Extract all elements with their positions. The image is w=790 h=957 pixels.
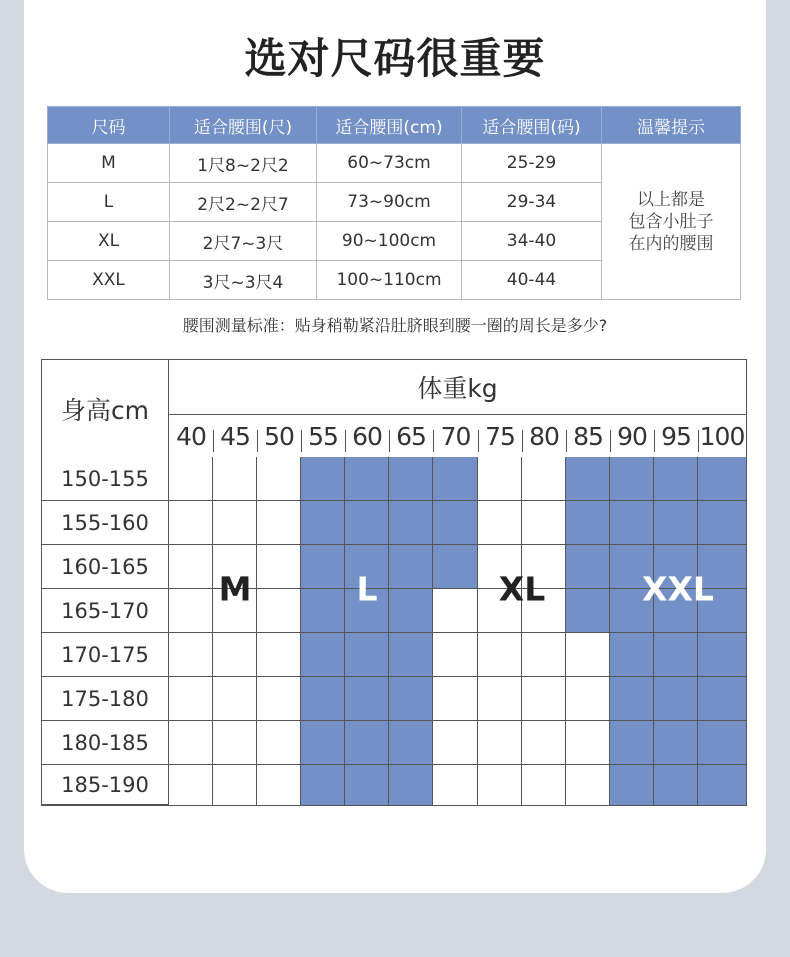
grid-cell <box>169 765 213 805</box>
grid-cell <box>654 633 698 677</box>
weight-separator <box>654 430 655 452</box>
grid-cell <box>169 545 213 589</box>
grid-cell <box>478 721 522 765</box>
grid-cell <box>301 501 345 545</box>
grid-cell <box>301 721 345 765</box>
grid-cell <box>257 545 301 589</box>
grid-cell <box>433 765 478 805</box>
weight-tick-label: 85 <box>573 421 603 451</box>
grid-cell <box>566 765 610 805</box>
grid-cell <box>213 677 257 721</box>
grid-cell <box>389 765 433 805</box>
grid-cell <box>698 677 746 721</box>
grid-cell <box>433 501 478 545</box>
grid-cell <box>522 677 566 721</box>
grid-cell <box>566 457 610 501</box>
grid-cell <box>433 545 478 589</box>
grid-cell <box>213 501 257 545</box>
weight-tick-label: 55 <box>308 421 338 451</box>
grid-cell <box>698 501 746 545</box>
size-table <box>47 106 741 300</box>
grid-cell <box>169 501 213 545</box>
height-range-label: 160-165 <box>42 545 169 589</box>
waist-chi-cell: 3尺~3尺4 <box>170 261 317 300</box>
weight-separator <box>433 430 434 452</box>
grid-cell <box>257 765 301 805</box>
weight-separator <box>301 430 302 452</box>
size-region-label: XL <box>498 569 546 609</box>
waist-cm-cell: 73~90cm <box>317 183 462 222</box>
grid-cell <box>301 545 345 589</box>
size-region-label: XXL <box>642 569 714 609</box>
grid-cell <box>345 721 389 765</box>
grid-cell <box>389 721 433 765</box>
grid-cell <box>257 589 301 633</box>
weight-tick-label: 95 <box>661 421 691 451</box>
grid-cell <box>257 677 301 721</box>
grid-cell <box>566 545 610 589</box>
weight-tick-label: 50 <box>264 421 294 451</box>
weight-separator <box>389 430 390 452</box>
tip-cell <box>602 144 741 300</box>
tip-line: 包含小肚子 <box>628 211 714 232</box>
weight-tick-label: 45 <box>220 421 250 451</box>
weight-separator <box>257 430 258 452</box>
header-tip: 温馨提示 <box>602 107 741 144</box>
grid-cell <box>169 589 213 633</box>
header-waist-ma: 适合腰围(码) <box>462 107 602 144</box>
size-cell: XL <box>48 222 170 261</box>
height-range-label: 165-170 <box>42 589 169 633</box>
grid-cell <box>433 677 478 721</box>
waist-cm-cell: 100~110cm <box>317 261 462 300</box>
grid-cell <box>698 633 746 677</box>
weight-tick-label: 90 <box>617 421 647 451</box>
grid-cell <box>169 633 213 677</box>
size-cell: XXL <box>48 261 170 300</box>
height-axis-label: 身高cm <box>42 360 169 457</box>
grid-cell <box>610 457 654 501</box>
tip-line: 在内的腰围 <box>628 233 714 254</box>
grid-cell <box>389 677 433 721</box>
grid-cell <box>389 633 433 677</box>
weight-axis-label: 体重kg <box>169 360 746 415</box>
grid-cell <box>257 633 301 677</box>
grid-cell <box>345 765 389 805</box>
grid-cell <box>169 457 213 501</box>
size-grid <box>41 359 747 806</box>
grid-cell <box>654 501 698 545</box>
waist-ma-cell: 29-34 <box>462 183 602 222</box>
height-range-label: 170-175 <box>42 633 169 677</box>
weight-tick-label: 40 <box>176 421 206 451</box>
grid-cell <box>301 765 345 805</box>
grid-cell <box>213 721 257 765</box>
height-range-label: 180-185 <box>42 721 169 765</box>
grid-cell <box>522 633 566 677</box>
waist-chi-cell: 1尺8~2尺2 <box>170 144 317 183</box>
grid-cell <box>478 457 522 501</box>
grid-cell <box>169 677 213 721</box>
grid-cell <box>522 765 566 805</box>
waist-ma-cell: 25-29 <box>462 144 602 183</box>
weight-separator <box>698 430 699 452</box>
table-row <box>48 144 741 183</box>
grid-cell <box>522 457 566 501</box>
grid-cell <box>345 633 389 677</box>
grid-cell <box>478 765 522 805</box>
weight-separator <box>566 430 567 452</box>
grid-cell <box>478 501 522 545</box>
grid-cell <box>257 457 301 501</box>
grid-cell <box>566 501 610 545</box>
measurement-note: 腰围测量标准：贴身稍勒紧沿肚脐眼到腰一圈的周长是多少? <box>182 316 608 335</box>
grid-cell <box>610 633 654 677</box>
grid-cell <box>522 721 566 765</box>
height-range-label: 185-190 <box>42 765 169 805</box>
grid-cell <box>213 633 257 677</box>
weight-separator <box>522 430 523 452</box>
grid-cell <box>478 633 522 677</box>
grid-cell <box>698 765 746 805</box>
grid-cell <box>301 633 345 677</box>
weight-tick-label: 75 <box>485 421 515 451</box>
header-size: 尺码 <box>48 107 170 144</box>
grid-cell <box>610 721 654 765</box>
grid-cell <box>698 457 746 501</box>
grid-cell <box>433 457 478 501</box>
weight-separator <box>610 430 611 452</box>
waist-ma-cell: 34-40 <box>462 222 602 261</box>
grid-cell <box>389 589 433 633</box>
grid-cell <box>169 721 213 765</box>
grid-cell <box>301 457 345 501</box>
grid-cell <box>257 501 301 545</box>
grid-cell <box>433 589 478 633</box>
height-range-label: 155-160 <box>42 501 169 545</box>
size-table-header-row <box>48 107 741 144</box>
grid-cell <box>610 765 654 805</box>
grid-cell <box>566 677 610 721</box>
grid-cell <box>345 457 389 501</box>
header-waist-cm: 适合腰围(cm) <box>317 107 462 144</box>
grid-cell <box>566 633 610 677</box>
size-region-label: L <box>356 569 378 609</box>
tip-line: 以上都是 <box>637 189 705 210</box>
page-title: 选对尺码很重要 <box>244 34 546 83</box>
size-cell: M <box>48 144 170 183</box>
weight-tick-label: 60 <box>352 421 382 451</box>
grid-cell <box>213 765 257 805</box>
grid-cell <box>389 457 433 501</box>
weight-tick-label: 100 <box>699 421 745 451</box>
waist-chi-cell: 2尺7~3尺 <box>170 222 317 261</box>
weight-tick-label: 80 <box>529 421 559 451</box>
grid-cell <box>478 677 522 721</box>
grid-cell <box>433 721 478 765</box>
grid-cell <box>654 457 698 501</box>
grid-cell <box>433 633 478 677</box>
grid-cell <box>345 677 389 721</box>
weight-tick-label: 65 <box>396 421 426 451</box>
grid-cell <box>389 501 433 545</box>
grid-cell <box>301 677 345 721</box>
weight-separator <box>213 430 214 452</box>
size-cell: L <box>48 183 170 222</box>
grid-cell <box>389 545 433 589</box>
weight-separator <box>345 430 346 452</box>
waist-chi-cell: 2尺2~2尺7 <box>170 183 317 222</box>
height-range-label: 175-180 <box>42 677 169 721</box>
grid-cell <box>301 589 345 633</box>
grid-cell <box>698 721 746 765</box>
grid-cell <box>654 765 698 805</box>
waist-cm-cell: 90~100cm <box>317 222 462 261</box>
grid-cell <box>654 677 698 721</box>
grid-cell <box>522 501 566 545</box>
grid-cell <box>566 589 610 633</box>
grid-cell <box>345 501 389 545</box>
grid-cell <box>654 721 698 765</box>
grid-cell <box>257 721 301 765</box>
weight-separator <box>478 430 479 452</box>
size-region-label: M <box>218 569 252 609</box>
grid-cell <box>566 721 610 765</box>
weight-tick-label: 70 <box>440 421 471 451</box>
waist-ma-cell: 40-44 <box>462 261 602 300</box>
waist-cm-cell: 60~73cm <box>317 144 462 183</box>
grid-cell <box>610 501 654 545</box>
header-waist-chi: 适合腰围(尺) <box>170 107 317 144</box>
grid-cell <box>213 457 257 501</box>
grid-cell <box>610 677 654 721</box>
height-range-label: 150-155 <box>42 457 169 501</box>
